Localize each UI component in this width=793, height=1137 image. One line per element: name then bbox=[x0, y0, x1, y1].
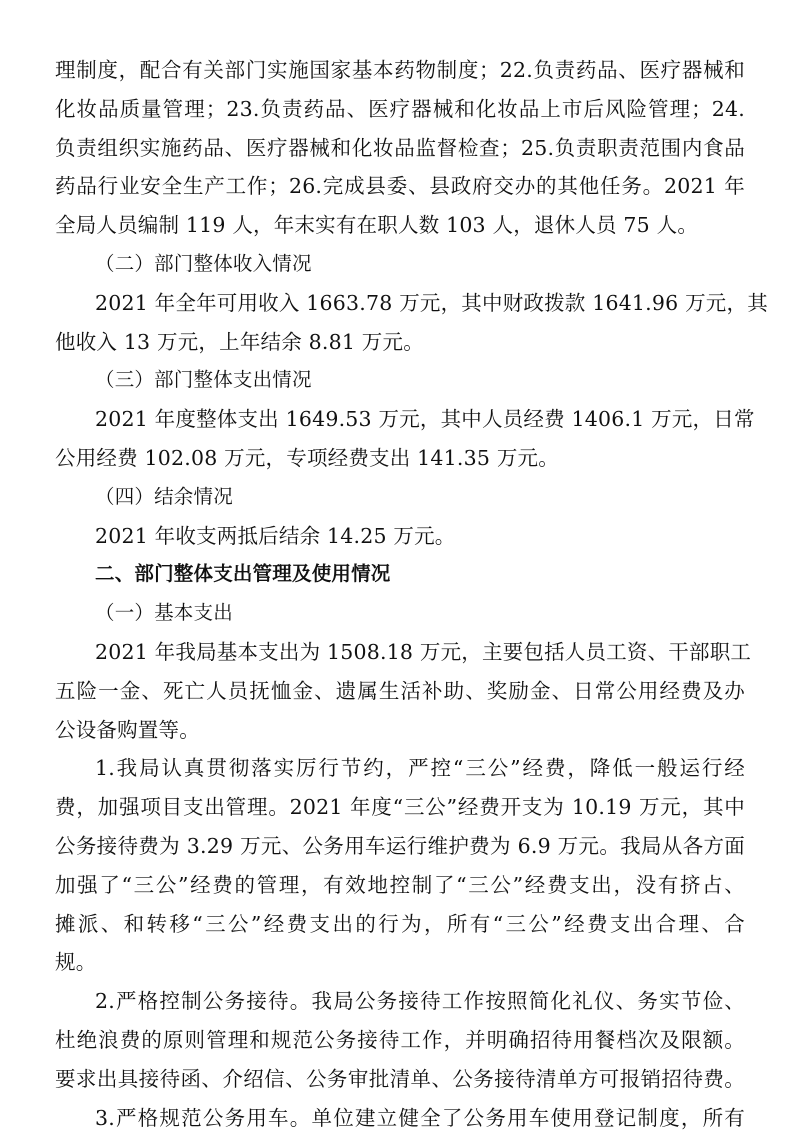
body-text-line: 3.严格规范公务用车。单位建立健全了公务用车使用登记制度，所有 bbox=[95, 1105, 745, 1130]
body-text-line: 要求出具接待函、介绍信、公务审批清单、公务接待清单方可报销招待费。 bbox=[55, 1066, 745, 1091]
body-text-line: 五险一金、死亡人员抚恤金、遗属生活补助、奖励金、日常公用经费及办 bbox=[55, 678, 745, 703]
section-heading-expenditure: （三）部门整体支出情况 bbox=[95, 368, 312, 392]
body-text-line: 化妆品质量管理；23.负责药品、医疗器械和化妆品上市后风险管理；24. bbox=[55, 96, 745, 121]
body-text-line: 摊派、和转移“三公”经费支出的行为，所有“三公”经费支出合理、合 bbox=[55, 911, 745, 936]
body-text-line: 规。 bbox=[55, 950, 97, 975]
chapter-heading: 二、部门整体支出管理及使用情况 bbox=[95, 562, 391, 586]
body-text-line: 2021 年收支两抵后结余 14.25 万元。 bbox=[95, 523, 456, 548]
body-text-line: 他收入 13 万元，上年结余 8.81 万元。 bbox=[55, 329, 424, 354]
body-text-line: 加强了“三公”经费的管理，有效地控制了“三公”经费支出，没有挤占、 bbox=[55, 872, 745, 897]
body-text-line: 2021 年度整体支出 1649.53 万元，其中人员经费 1406.1 万元，日常 bbox=[95, 407, 755, 432]
body-text-line: 1.我局认真贯彻落实厉行节约，严控“三公”经费，降低一般运行经 bbox=[95, 756, 745, 781]
body-text-line: 公设备购置等。 bbox=[55, 717, 200, 742]
section-heading-income: （二）部门整体收入情况 bbox=[95, 251, 312, 275]
body-text-line: 负责组织实施药品、医疗器械和化妆品监督检查；25.负责职责范围内食品 bbox=[55, 135, 745, 160]
section-heading-balance: （四）结余情况 bbox=[95, 484, 233, 508]
body-text-line: 理制度，配合有关部门实施国家基本药物制度；22.负责药品、医疗器械和 bbox=[55, 58, 745, 82]
section-heading-basic-expenditure: （一）基本支出 bbox=[95, 601, 233, 625]
body-text-line: 公用经费 102.08 万元，专项经费支出 141.35 万元。 bbox=[55, 445, 559, 470]
document-page bbox=[55, 51, 768, 1137]
body-text-line: 药品行业安全生产工作；26.完成县委、县政府交办的其他任务。2021 年 bbox=[55, 174, 745, 199]
body-text-line: 全局人员编制 119 人，年末实有在职人数 103 人，退休人员 75 人。 bbox=[55, 213, 699, 238]
body-text-line: 公务接待费为 3.29 万元、公务用车运行维护费为 6.9 万元。我局从各方面 bbox=[55, 833, 745, 858]
body-text-line: 2.严格控制公务接待。我局公务接待工作按照简化礼仪、务实节俭、 bbox=[95, 989, 745, 1014]
body-text-line: 费，加强项目支出管理。2021 年度“三公”经费开支为 10.19 万元，其中 bbox=[55, 795, 745, 820]
body-text-line: 2021 年我局基本支出为 1508.18 万元，主要包括人员工资、干部职工 bbox=[95, 639, 752, 664]
body-text-line: 杜绝浪费的原则管理和规范公务接待工作，并明确招待用餐档次及限额。 bbox=[55, 1027, 745, 1052]
body-text-line: 2021 年全年可用收入 1663.78 万元，其中财政拨款 1641.96 万元，其 bbox=[95, 290, 768, 315]
